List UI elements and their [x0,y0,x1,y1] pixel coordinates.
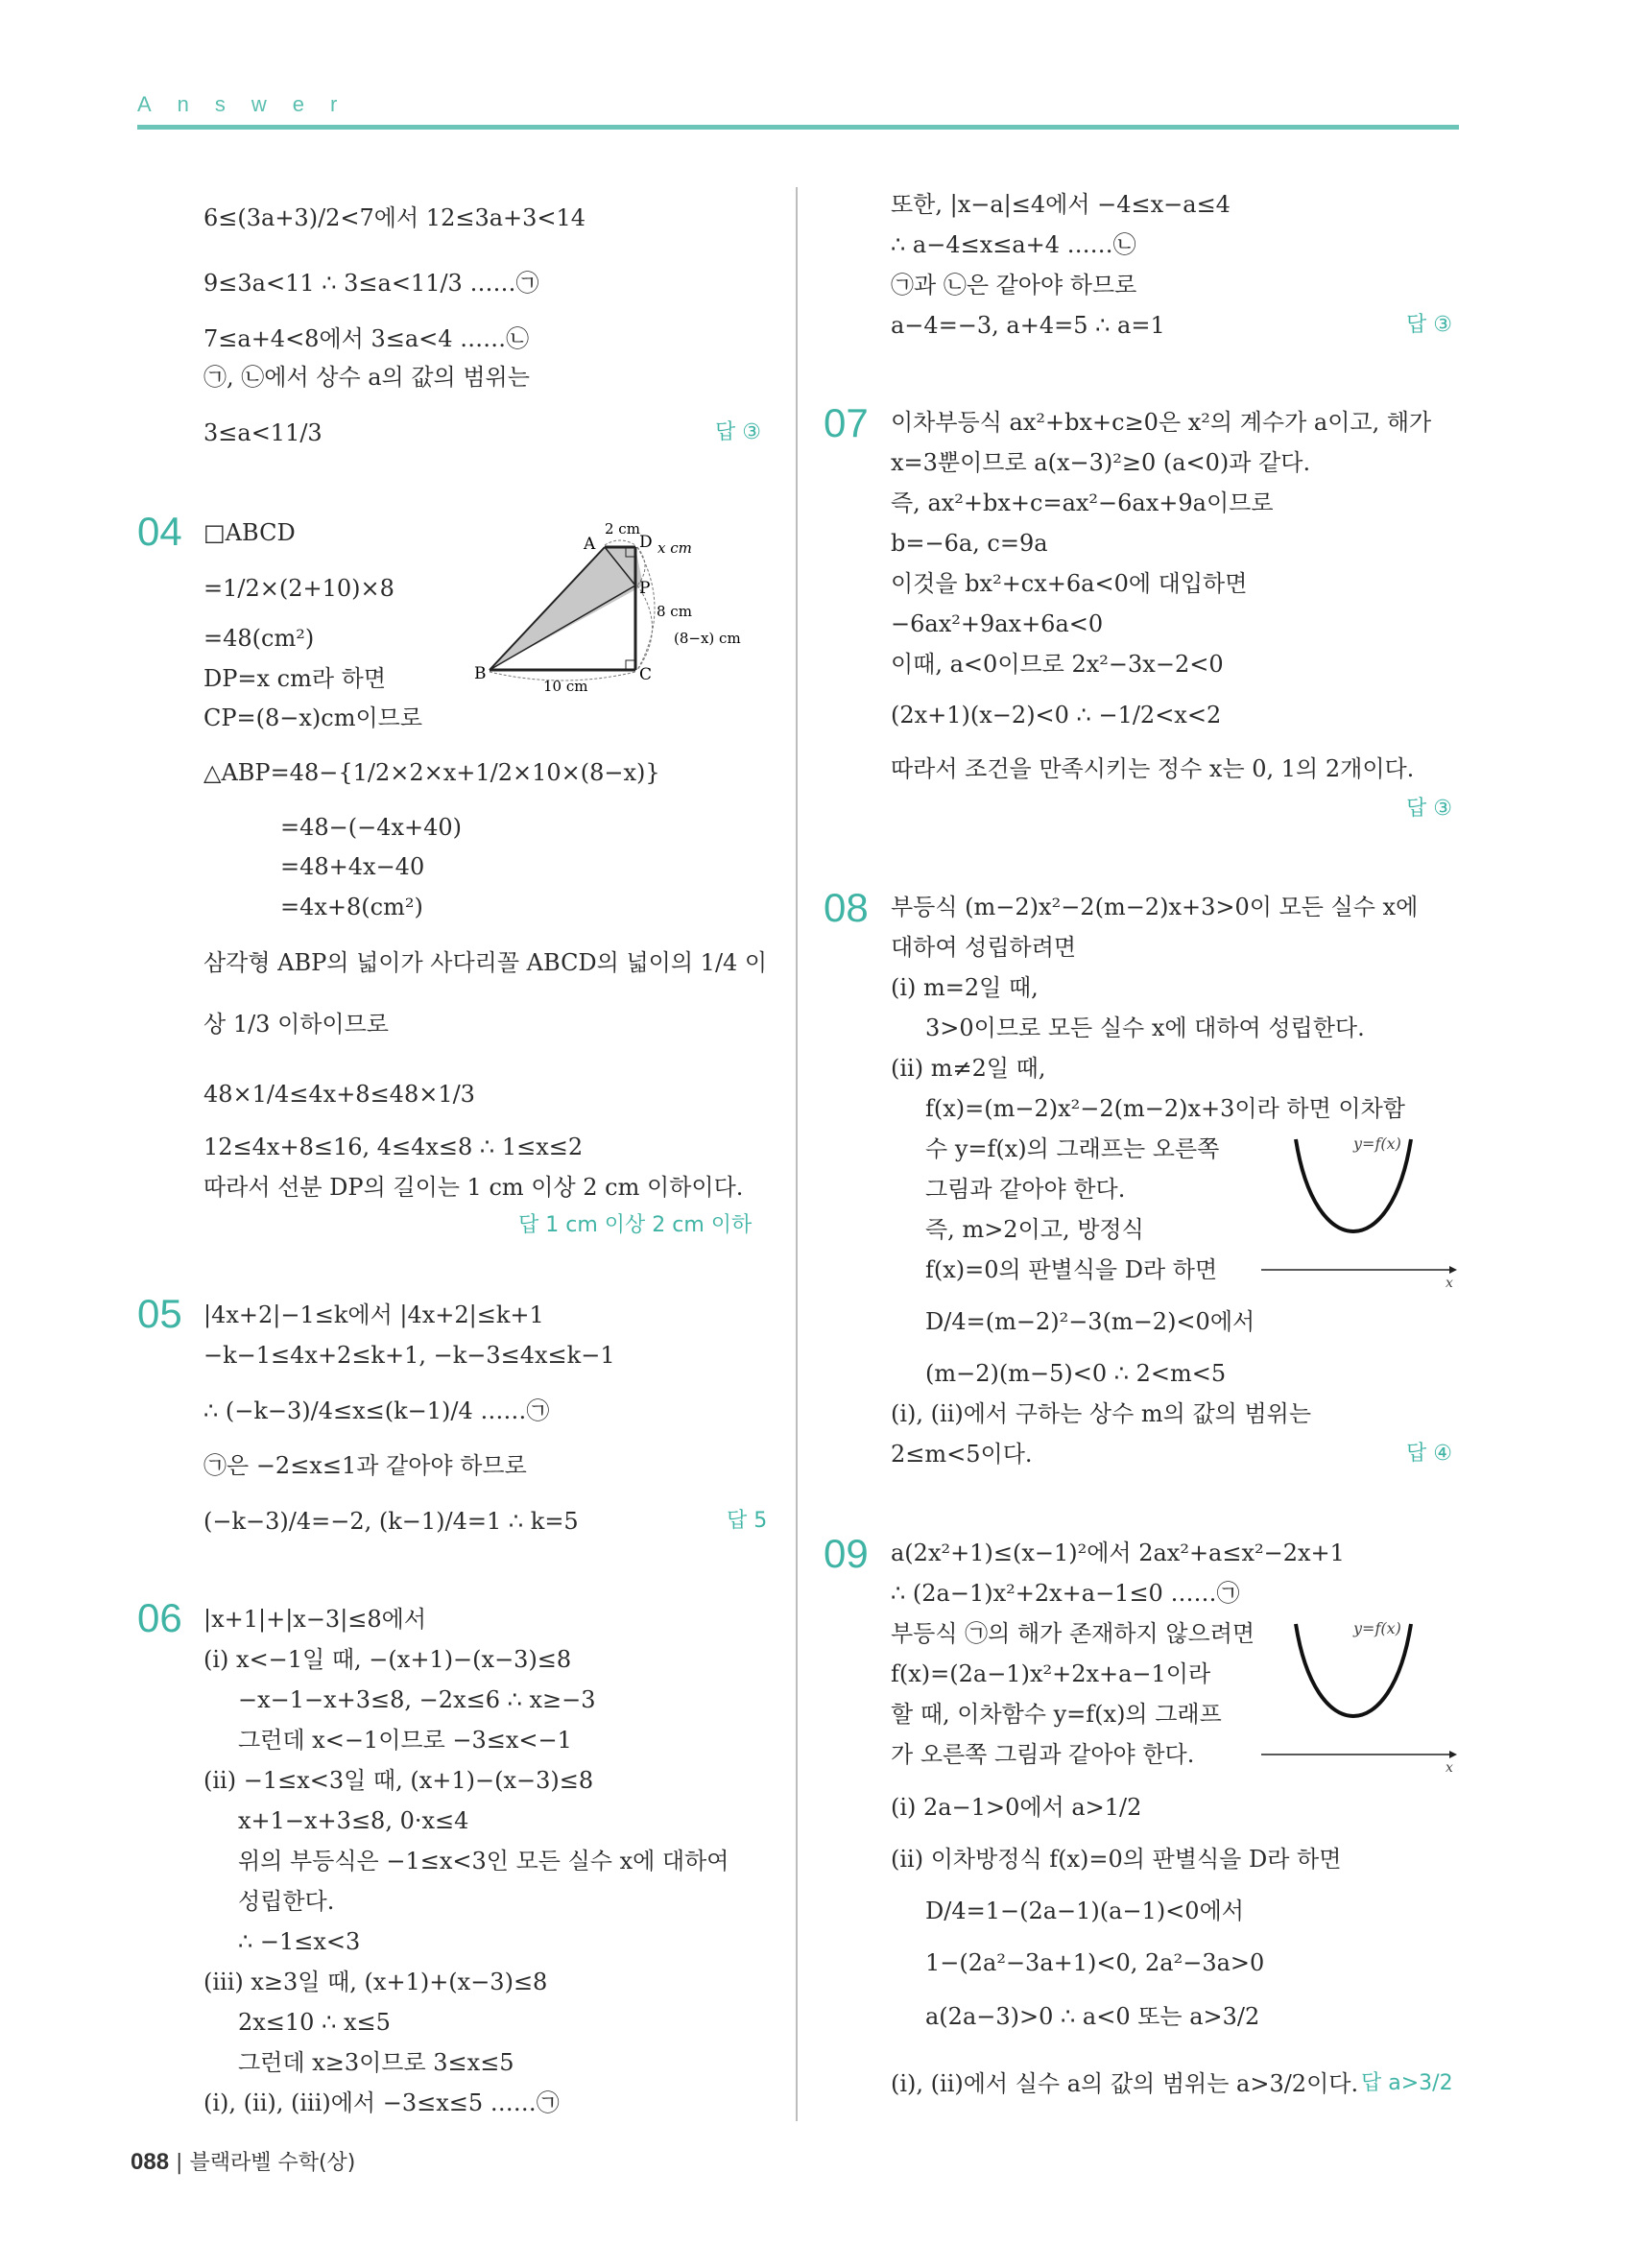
label-side: 8 cm [657,603,692,620]
text-line: (i) x<−1일 때, −(x+1)−(x−3)≤8 [203,1646,572,1673]
text-line: CP=(8−x)cm이므로 [203,704,423,731]
text-line: 삼각형 ABP의 넓이가 사다리꼴 ABCD의 넓이의 1/4 이 [203,949,768,976]
text-line: x=3뿐이므로 a(x−3)²≥0 (a<0)과 같다. [891,449,1311,476]
text-line: 9≤3a<11 ∴ 3≤a<11/3 ……㉠ [203,270,539,297]
text-line: |x+1|+|x−3|≤8에서 [203,1606,427,1633]
text-line: 따라서 선분 DP의 길이는 1 cm 이상 2 cm 이하이다. [203,1174,744,1201]
axis-label: x [1446,1276,1453,1291]
text-line: (i), (ii), (iii)에서 −3≤x≤5 ……㉠ [203,2089,560,2116]
text-line: 7≤a+4<8에서 3≤a<4 ……㉡ [203,325,530,352]
text-line: ∴ (2a−1)x²+2x+a−1≤0 ……㉠ [891,1580,1240,1607]
text-line: 부등식 ㉠의 해가 존재하지 않으려면 [891,1620,1255,1647]
text-line: (i) 2a−1>0에서 a>1/2 [891,1794,1142,1821]
parabola-graph [1257,1128,1459,1291]
text-line: 그런데 x<−1이므로 −3≤x<−1 [238,1727,572,1754]
text-line: ㉠, ㉡에서 상수 a의 값의 범위는 [203,364,530,391]
text-line: =48+4x−40 [280,853,425,880]
text-line: 또한, |x−a|≤4에서 −4≤x−a≤4 [891,191,1231,218]
label-b: B [474,664,487,683]
text-line: 부등식 (m−2)x²−2(m−2)x+3>0이 모든 실수 x에 [891,894,1419,920]
text-line: 가 오른쪽 그림과 같아야 한다. [891,1741,1195,1768]
text-line: ∴ a−4≤x≤a+4 ……㉡ [891,231,1136,258]
text-line: △ABP=48−{1/2×2×x+1/2×10×(8−x)} [203,759,660,786]
text-line: 이차부등식 ax²+bx+c≥0은 x²의 계수가 a이고, 해가 [891,409,1432,436]
answer-label: 답 ③ [1406,797,1452,821]
text-line: (−k−3)/4=−2, (k−1)/4=1 ∴ k=5 [203,1508,579,1535]
text-line: ∴ −1≤x<3 [238,1928,361,1955]
x-axis-arrow [1449,1751,1457,1758]
ad-arc [605,540,635,545]
text-line: D/4=1−(2a−1)(a−1)<0에서 [925,1898,1244,1924]
text-line: =48(cm²) [203,625,315,652]
text-line: −k−1≤4x+2≤k+1, −k−3≤4x≤k−1 [203,1342,615,1369]
text-line: 성립한다. [238,1888,335,1915]
book-title: 블랙라벨 수학(상) [189,2151,356,2175]
label-d: D [639,533,653,552]
text-line: −6ax²+9ax+6a<0 [891,610,1104,637]
text-line: 위의 부등식은 −1≤x<3인 모든 실수 x에 대하여 [238,1848,729,1874]
text-line: (2x+1)(x−2)<0 ∴ −1/2<x<2 [891,702,1222,728]
text-line: a(2x²+1)≤(x−1)²에서 2ax²+a≤x²−2x+1 [891,1540,1345,1566]
parabola-graph [1257,1612,1459,1776]
page-number: 088 [131,2149,170,2175]
label-c: C [639,665,653,684]
label-top: 2 cm [605,520,640,537]
text-line: f(x)=0의 판별식을 D라 하면 [925,1256,1218,1283]
text-line: |4x+2|−1≤k에서 |4x+2|≤k+1 [203,1301,544,1328]
answer-label: 답 ③ [1406,313,1452,337]
text-line: 3≤a<11/3 [203,419,323,446]
problem-number: 09 [824,1531,869,1576]
text-line: ∴ (−k−3)/4≤x≤(k−1)/4 ……㉠ [203,1397,550,1424]
text-line: ㉠과 ㉡은 같아야 하므로 [891,272,1137,298]
text-line: (iii) x≥3일 때, (x+1)+(x−3)≤8 [203,1969,548,1995]
text-line: =4x+8(cm²) [280,894,423,920]
axis-label: x [1446,1760,1453,1776]
text-line: 3>0이므로 모든 실수 x에 대하여 성립한다. [925,1015,1365,1041]
text-line: (m−2)(m−5)<0 ∴ 2<m<5 [925,1360,1227,1387]
text-line: f(x)=(2a−1)x²+2x+a−1이라 [891,1660,1211,1687]
parabola-curve [1296,1139,1411,1231]
text-line: D/4=(m−2)²−3(m−2)<0에서 [925,1308,1255,1335]
text-line: ㉠은 −2≤x≤1과 같아야 하므로 [203,1452,527,1479]
dc-arc [637,547,655,670]
text-line: 1−(2a²−3a+1)<0, 2a²−3a>0 [925,1949,1265,1976]
text-line: a−4=−3, a+4=5 ∴ a=1 [891,312,1165,339]
text-line: 그림과 같아야 한다. [925,1176,1126,1203]
problem-number: 05 [137,1291,182,1336]
text-line: 이것을 bx²+cx+6a<0에 대입하면 [891,570,1248,597]
text-line: (ii) 이차방정식 f(x)=0의 판별식을 D라 하면 [891,1846,1342,1873]
problem-number: 06 [137,1595,182,1640]
text-line: (i), (ii)에서 구하는 상수 m의 값의 범위는 [891,1400,1312,1427]
label-p: P [639,579,651,598]
text-line: =48−(−4x+40) [280,814,463,841]
cp-arc [637,585,653,670]
text-line: =1/2×(2+10)×8 [203,575,394,602]
text-line: (i) m=2일 때, [891,974,1039,1001]
page-footer [131,2146,355,2176]
label-a: A [584,535,596,554]
header-rule [137,125,1459,130]
text-line: 2x≤10 ∴ x≤5 [238,2009,391,2036]
label-cp: (8−x) cm [674,630,741,647]
trapezoid-figure [470,518,787,691]
answer-label: 답 ③ [715,420,761,444]
text-line: 즉, m>2이고, 방정식 [925,1216,1144,1243]
text-line: 대하여 성립하려면 [891,934,1077,961]
text-line: a(2a−3)>0 ∴ a<0 또는 a>3/2 [925,2003,1260,2030]
text-line: 이때, a<0이므로 2x²−3x−2<0 [891,651,1224,678]
problem-number: 08 [824,885,869,930]
answer-label: 답 a>3/2 [1361,2071,1453,2095]
column-divider [796,187,798,2121]
text-line: 48×1/4≤4x+8≤48×1/3 [203,1081,475,1108]
text-line: 상 1/3 이하이므로 [203,1011,389,1038]
problem-number: 07 [824,400,869,445]
graph-label: y=f(x) [1353,1134,1401,1153]
text-line: 2≤m<5이다. [891,1441,1033,1468]
text-line: (ii) −1≤x<3일 때, (x+1)−(x−3)≤8 [203,1767,594,1794]
answer-label: 답 1 cm 이상 2 cm 이하 [518,1213,753,1237]
text-line: 수 y=f(x)의 그래프는 오른쪽 [925,1135,1220,1162]
text-line: 따라서 조건을 만족시키는 정수 x는 0, 1의 2개이다. [891,755,1415,782]
text-line: (ii) m≠2일 때, [891,1055,1046,1082]
label-bottom: 10 cm [543,678,588,691]
text-line: 6≤(3a+3)/2<7에서 12≤3a+3<14 [203,204,586,231]
text-line: (i), (ii)에서 실수 a의 값의 범위는 a>3/2이다. [891,2070,1359,2097]
text-line: 할 때, 이차함수 y=f(x)의 그래프 [891,1701,1222,1728]
header-label: Answer [137,92,364,116]
footer-separator: | [176,2151,190,2175]
text-line: DP=x cm라 하면 [203,665,387,692]
answer-label: 답 ④ [1406,1442,1452,1466]
text-line: f(x)=(m−2)x²−2(m−2)x+3이라 하면 이차함 [925,1095,1405,1122]
parabola-curve [1296,1624,1411,1716]
text-line: x+1−x+3≤8, 0·x≤4 [238,1807,469,1834]
problem-number: 04 [137,509,182,554]
graph-label: y=f(x) [1353,1619,1401,1637]
text-line: □ABCD [203,519,296,546]
x-axis-arrow [1449,1266,1457,1274]
text-line: 그런데 x≥3이므로 3≤x≤5 [238,2049,514,2076]
text-line: 즉, ax²+bx+c=ax²−6ax+9a이므로 [891,489,1274,516]
answer-label: 답 5 [727,1509,768,1533]
label-dp: x cm [657,539,692,557]
text-line: −x−1−x+3≤8, −2x≤6 ∴ x≥−3 [238,1686,596,1713]
text-line: b=−6a, c=9a [891,530,1048,557]
text-line: 12≤4x+8≤16, 4≤4x≤8 ∴ 1≤x≤2 [203,1134,584,1160]
